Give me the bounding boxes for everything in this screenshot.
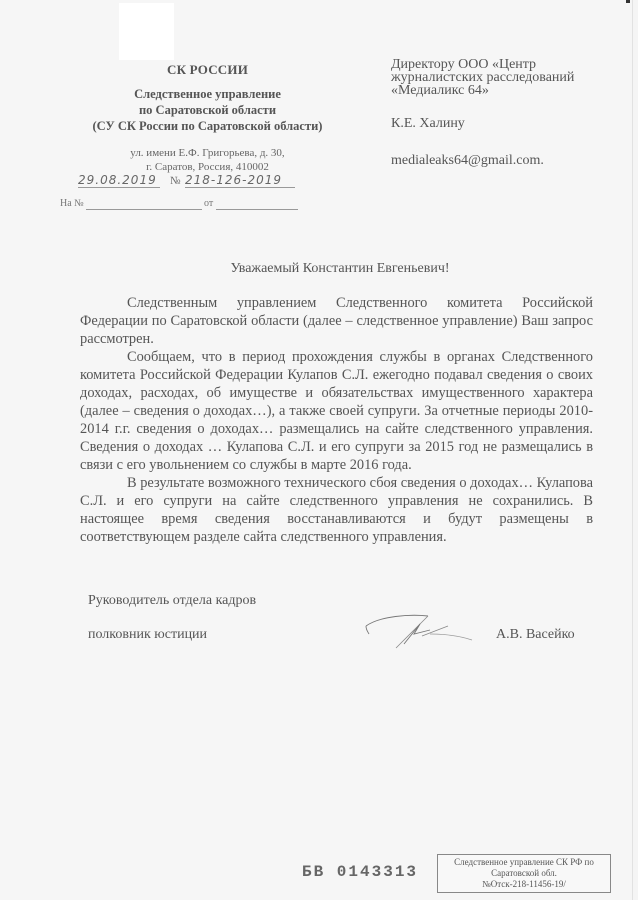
- stamp-line: Следственное управление СК РФ по: [454, 857, 594, 867]
- salutation: Уважаемый Константин Евгеньевич!: [230, 261, 450, 276]
- reply-from-label: от: [204, 198, 214, 209]
- outgoing-number: 218-126-2019: [185, 173, 295, 188]
- stamp-line: Саратовской обл.: [491, 868, 557, 878]
- signatory-title: Руководитель отдела кадров: [88, 593, 257, 608]
- recipient-email: medialeaks64@gmail.com.: [391, 153, 544, 168]
- reply-from-blank: [216, 209, 298, 210]
- body-paragraph: Следственным управлением Следственного комитета Российской Федерации по Саратовской области (далее – следственное управление) Ваш запрос рассмотрен.: [80, 295, 593, 347]
- body-paragraph: В результате возможного технического сбоя сведения о доходах… Кулапова С.Л. и его супруги на сайте следственного управления не сохранились. В настоящее время сведения восстанавливаются и будут размещены в соответствующем разделе сайта следственного управления.: [80, 475, 593, 545]
- sender-address-line: ул. имени Е.Ф. Григорьева, д. 30,: [130, 147, 285, 159]
- corner-mark: [626, 0, 630, 3]
- sender-dept-line: Следственное управление: [134, 87, 281, 101]
- outgoing-reference: [80, 175, 300, 193]
- signatory-name: А.В. Васейко: [496, 627, 575, 642]
- sender-address-line: г. Саратов, Россия, 410002: [146, 161, 269, 173]
- body-paragraph: Сообщаем, что в период прохождения службы в органах Следственного комитета Российской Федерации Кулапов С.Л. ежегодно подавал сведения о своих доходах, расходах, об имуществе и обязательствах имущественного характера (далее – сведения о доходах…), а также своей супруги. За отчетные периоды 2010-2014 г.г. сведения о доходах… размещались на сайте следственного управления. Сведения о доходах … Кулапова С.Л. и его супруги за 2015 год не размещались в связи с его увольнением со службы в марте 2016 года.: [80, 349, 593, 473]
- sender-dept-line: по Саратовской области: [138, 103, 277, 117]
- outgoing-date: 29.08.2019: [78, 173, 160, 188]
- recipient-block: [391, 58, 621, 167]
- handwritten-signature: [360, 600, 480, 650]
- reply-reference: [60, 198, 300, 214]
- form-serial-number: БВ 0143313: [302, 863, 419, 881]
- sender-address: [80, 146, 335, 174]
- reply-to-blank: [86, 209, 202, 210]
- blank-patch: [119, 3, 174, 60]
- stamp-line: №Отск-218-11456-19/: [482, 879, 566, 889]
- recipient-line: журналистских расследований: [391, 70, 575, 85]
- recipient-line: «Медиаликс 64»: [391, 83, 489, 98]
- registration-stamp: [437, 854, 611, 893]
- recipient-line: Директору ООО «Центр: [391, 57, 537, 72]
- sender-dept-line: (СУ СК России по Саратовской области): [92, 119, 323, 133]
- recipient-name: К.Е. Халину: [391, 116, 465, 131]
- signatory-rank: полковник юстиции: [88, 627, 208, 642]
- reply-to-label: На №: [60, 198, 84, 209]
- number-label: №: [170, 175, 181, 187]
- letter-body: [80, 294, 593, 546]
- sender-block: [80, 62, 335, 174]
- sender-org: СК РОССИИ: [167, 62, 248, 77]
